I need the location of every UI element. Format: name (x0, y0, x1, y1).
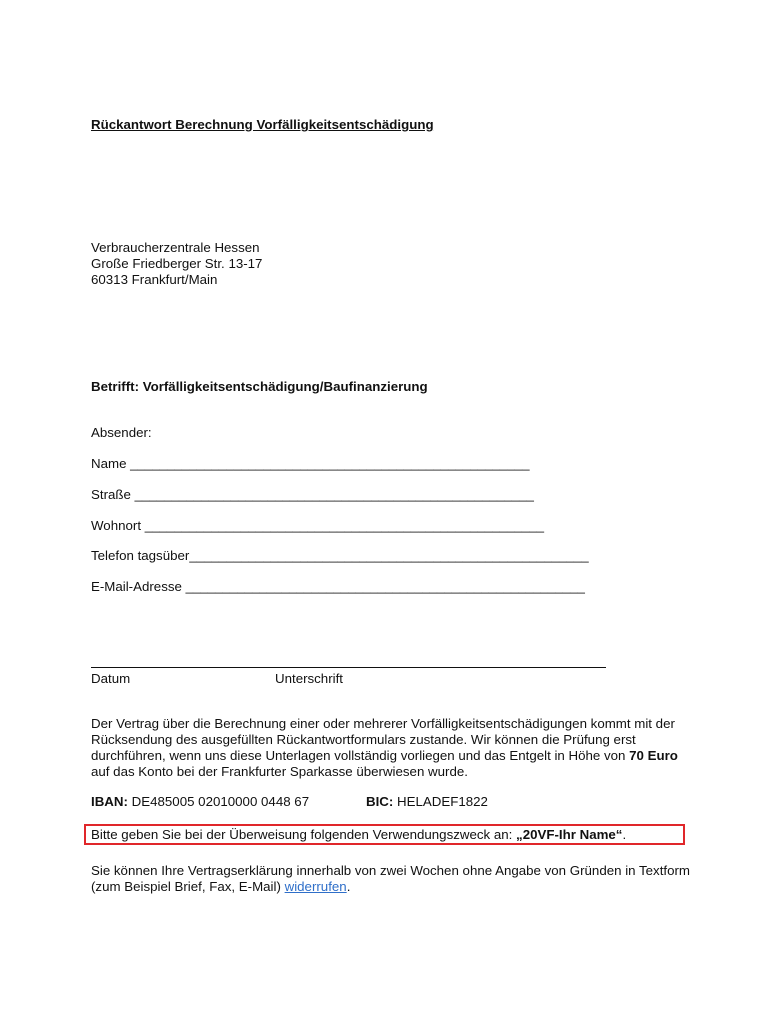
document-title: Rückantwort Berechnung Vorfälligkeitsentschädigung (91, 117, 434, 132)
recipient-address (91, 240, 262, 288)
withdrawal-text: Sie können Ihre Vertragserklärung innerhalb von zwei Wochen ohne Angabe von Gründen in Textform (zum Beispiel Brief, Fax, E-Mail) (91, 863, 690, 894)
payment-reference-code: „20VF-Ihr Name“ (516, 827, 623, 842)
street-field[interactable]: Straße ______________________________________________________ (91, 487, 534, 502)
date-label: Datum (91, 671, 131, 686)
email-field[interactable]: E-Mail-Adresse ______________________________________________________ (91, 579, 585, 594)
contract-text-1: Der Vertrag über die Berechnung einer oder mehrerer Vorfälligkeitsentschädigungen kommt mit der Rücksendung des ausgefüllten Rückantwortformulars zustande. Wir können die Prüfung erst durchführen, wenn uns diese Unterlagen vollständig vorliegen und das Entgelt in Höhe von (91, 716, 675, 763)
address-line-1: Verbraucherzentrale Hessen (91, 240, 260, 255)
address-line-2: Große Friedberger Str. 13-17 (91, 256, 263, 271)
iban-line (91, 794, 309, 810)
fee-amount: 70 Euro (629, 748, 678, 763)
signature-label: Unterschrift (275, 671, 343, 686)
bic-value: HELADEF1822 (397, 794, 488, 809)
bic-line (366, 794, 488, 810)
bic-label: BIC: (366, 794, 394, 809)
payment-reference-note (91, 827, 626, 843)
withdrawal-end: . (346, 879, 351, 894)
payment-reference-text: Bitte geben Sie bei der Überweisung folgenden Verwendungszweck an: (91, 827, 517, 842)
withdraw-link[interactable]: widerrufen (284, 879, 347, 894)
address-line-3: 60313 Frankfurt/Main (91, 272, 218, 287)
signature-line[interactable] (91, 667, 606, 668)
phone-field[interactable]: Telefon tagsüber______________________________________________________ (91, 548, 589, 563)
iban-label: IBAN: (91, 794, 128, 809)
iban-value: DE485005 02010000 0448 67 (131, 794, 310, 809)
contract-text-2: auf das Konto bei der Frankfurter Sparkasse überwiesen wurde. (91, 764, 468, 779)
subject-line: Betrifft: Vorfälligkeitsentschädigung/Baufinanzierung (91, 379, 428, 394)
withdrawal-paragraph (91, 863, 691, 895)
name-field[interactable]: Name ______________________________________________________ (91, 456, 530, 471)
sender-label: Absender: (91, 425, 152, 440)
payment-reference-end: . (622, 827, 627, 842)
city-field[interactable]: Wohnort ______________________________________________________ (91, 518, 545, 533)
contract-paragraph (91, 716, 691, 780)
